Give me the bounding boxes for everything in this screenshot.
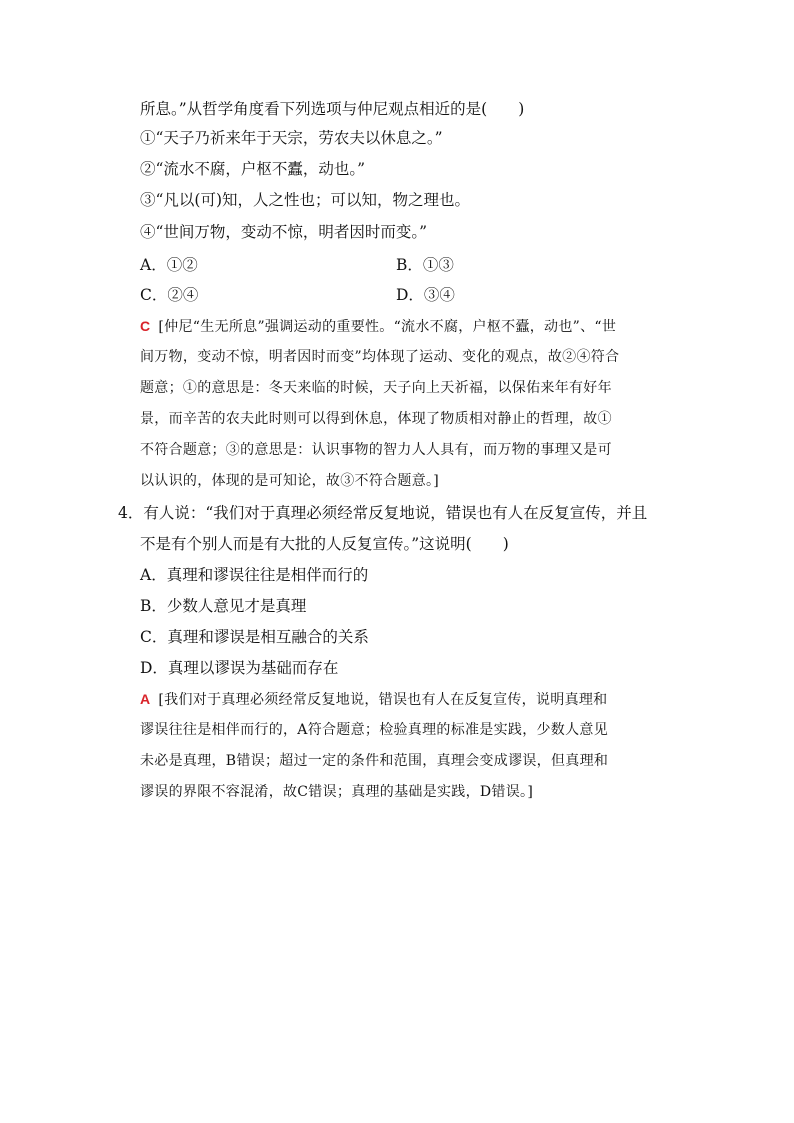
q3-explanation-line-4: 景，而辛苦的农夫此时则可以得到休息，体现了物质相对静止的哲理，故① bbox=[140, 411, 612, 427]
q4-option-b: B．少数人意见才是真理 bbox=[140, 597, 307, 615]
q3-explanation-line-1: C [仲尼“生无所息”强调运动的重要性。“流水不腐，户枢不蠹，动也”、“世 bbox=[140, 318, 617, 335]
q4-option-c: C．真理和谬误是相互融合的关系 bbox=[140, 628, 369, 646]
q4-answer-key: A bbox=[140, 691, 151, 707]
q4-explanation-line-2: 谬误往往是相伴而行的，A符合题意；检验真理的标准是实践，少数人意见 bbox=[140, 722, 609, 738]
q3-option-d: D．③④ bbox=[396, 286, 455, 304]
q3-answer-key: C bbox=[140, 318, 151, 334]
q3-explanation-line-6: 以认识的，体现的是可知论，故③不符合题意。] bbox=[140, 473, 440, 489]
q3-statement-3: ③“凡以(可)知，人之性也；可以知，物之理也。 bbox=[140, 191, 471, 209]
q4-option-d: D．真理以谬误为基础而存在 bbox=[140, 659, 339, 677]
q4-stem-line-2: 不是有个别人而是有大批的人反复宣传。”这说明( ) bbox=[140, 535, 509, 553]
q3-explanation-line-2: 间万物，变动不惊，明者因时而变”均体现了运动、变化的观点，故②④符合 bbox=[140, 349, 620, 365]
q3-option-a: A．①② bbox=[140, 256, 198, 274]
q3-statement-2: ②“流水不腐，户枢不蠹，动也。” bbox=[140, 160, 366, 178]
q3-explanation-line-5: 不符合题意；③的意思是：认识事物的智力人人具有，而万物的事理又是可 bbox=[140, 442, 612, 458]
q3-option-b: B．①③ bbox=[396, 256, 454, 274]
q4-option-a: A．真理和谬误往往是相伴而行的 bbox=[140, 566, 369, 584]
q3-statement-1: ①“天子乃祈来年于天宗，劳农夫以休息之。” bbox=[140, 129, 443, 147]
q3-explanation-line-3: 题意；①的意思是：冬天来临的时候，天子向上天祈福，以保佑来年有好年 bbox=[140, 380, 612, 396]
q4-explanation-line-3: 未必是真理，B错误；超过一定的条件和范围，真理会变成谬误，但真理和 bbox=[140, 753, 609, 769]
q4-explanation-line-4: 谬误的界限不容混淆，故C错误；真理的基础是实践，D错误。] bbox=[140, 784, 534, 800]
q3-stem-tail: 所息。”从哲学角度看下列选项与仲尼观点相近的是( ) bbox=[140, 100, 525, 118]
q4-stem-line-1: 4．有人说：“我们对于真理必须经常反复地说，错误也有人在反复宣传，并且 bbox=[118, 504, 648, 522]
q3-statement-4: ④“世间万物，变动不惊，明者因时而变。” bbox=[140, 223, 428, 241]
q4-explanation-line-1: A [我们对于真理必须经常反复地说，错误也有人在反复宣传，说明真理和 bbox=[140, 691, 608, 708]
q3-option-c: C．②④ bbox=[140, 286, 199, 304]
